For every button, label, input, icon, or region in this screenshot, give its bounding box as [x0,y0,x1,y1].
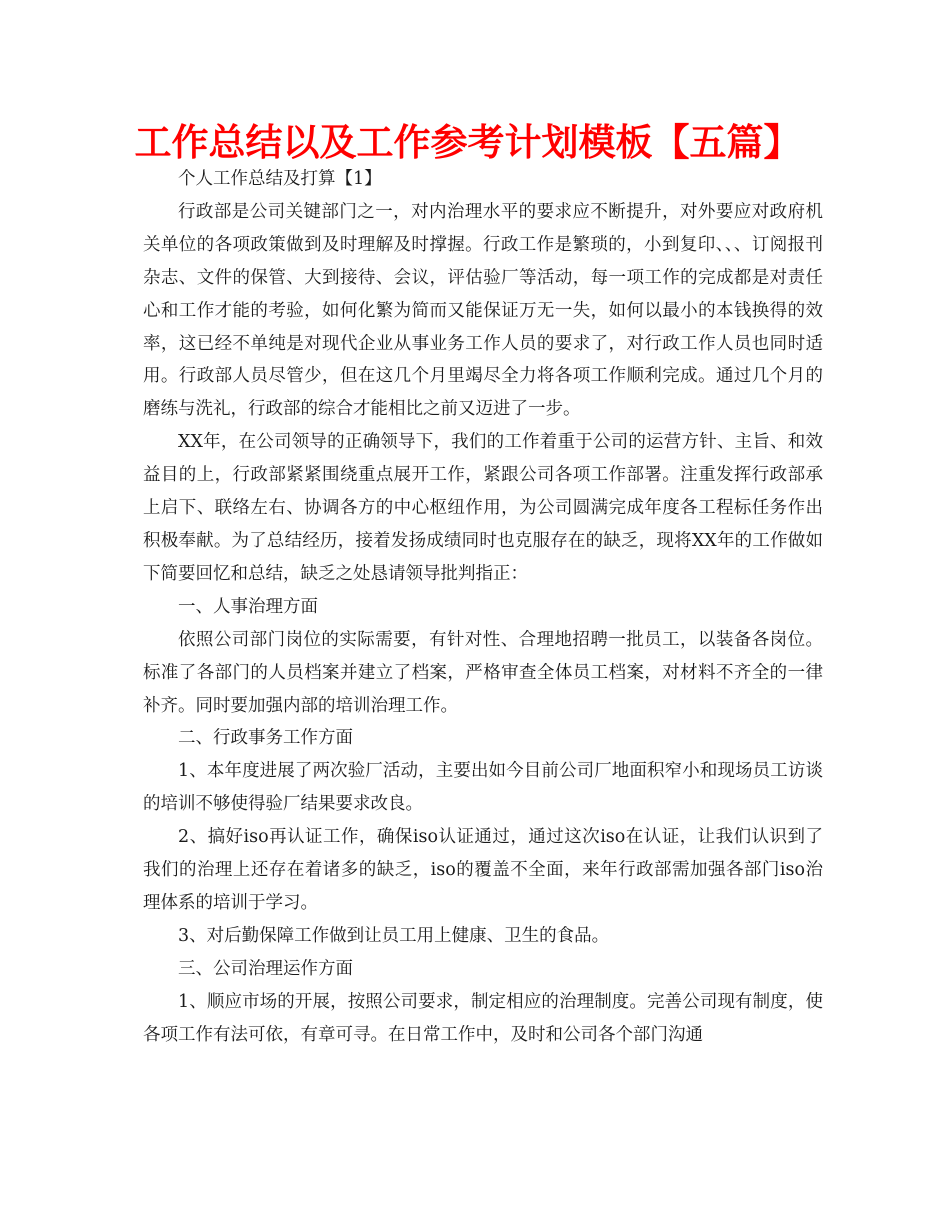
heading-company-operations: 三、公司治理运作方面 [178,958,353,979]
paragraph-iso-certification: 2、搞好iso再认证工作，确保iso认证通过，通过这次iso在认证，让我们认识到了我们的治理上还存在着诸多的缺乏，iso的覆盖不全面，来年行政部需加强各部门iso治理体系的培训于学习。 [143,827,823,913]
paragraph-management-system: 1、顺应市场的开展，按照公司要求，制定相应的治理制度。完善公司现有制度，使各项工作有法可依，有章可寻。在日常工作中，及时和公司各个部门沟通 [143,991,823,1045]
paragraph-hr-management: 依照公司部门岗位的实际需要，有针对性、合理地招聘一批员工，以装备各岗位。标准了各部门的人员档案并建立了档案，严格审查全体员工档案，对材料不齐全的一律补齐。同时要加强内部的培训治理工作。 [143,629,823,716]
paragraph-annual-review: XX年，在公司领导的正确领导下，我们的工作着重于公司的运营方针、主旨、和效益目的上，行政部紧紧围绕重点展开工作，紧跟公司各项工作部署。注重发挥行政部承上启下、联络左右、协调各方的中心枢纽作用，为公司圆满完成年度各工程标任务作出积极奉献。为了总结经历，接着发扬成绩同时也克服存在的缺乏，现将XX年的工作做如下简要回忆和总结，缺乏之处恳请领导批判指正： [143,432,823,584]
heading-hr-management: 一、人事治理方面 [178,596,318,617]
document-body [143,163,823,1051]
section-heading-personal-summary: 个人工作总结及打算【1】 [178,169,382,189]
paragraph-logistics: 3、对后勤保障工作做到让员工用上健康、卫生的食品。 [178,925,610,946]
heading-admin-affairs: 二、行政事务工作方面 [178,728,353,749]
document-title: 工作总结以及工作参考计划模板【五篇】 [134,121,801,164]
paragraph-admin-dept-intro: 行政部是公司关键部门之一，对内治理水平的要求应不断提升，对外要应对政府机关单位的各项政策做到及时理解及时撑握。行政工作是繁琐的，小到复印、、、订阅报刊杂志、文件的保管、大到接待、会议，评估验厂等活动，每一项工作的完成都是对责任心和工作才能的考验，如何化繁为简而又能保证万无一失，如何以最小的本钱换得的效率，这已经不单纯是对现代企业从事业务工作人员的要求了，对行政工作人员也同时适用。行政部人员尽管少，但在这几个月里竭尽全力将各项工作顺利完成。通过几个月的磨练与洗礼，行政部的综合才能相比之前又迈进了一步。 [143,201,823,420]
paragraph-factory-audit: 1、本年度进展了两次验厂活动，主要出如今目前公司厂地面积窄小和现场员工访谈的培训不够使得验厂结果要求改良。 [143,761,823,815]
